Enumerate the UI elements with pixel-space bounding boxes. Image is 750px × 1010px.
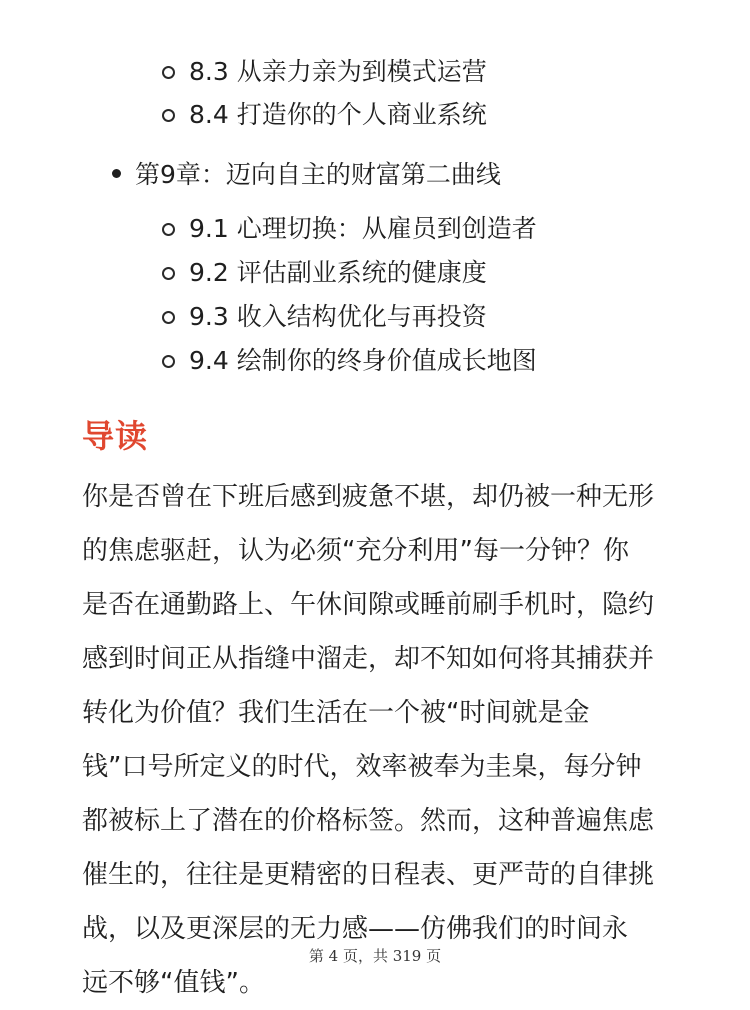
paragraph-line: 你是否曾在下班后感到疲惫不堪，却仍被一种无形 <box>82 482 655 512</box>
subsection-label: 8.4 打造你的个人商业系统 <box>189 100 487 129</box>
paragraph-line: 战，以及更深层的无力感——仿佛我们的时间永 <box>82 914 629 944</box>
list-item <box>162 95 487 135</box>
paragraph-line: 都被标上了潜在的价格标签。然而，这种普遍焦虑 <box>82 806 655 836</box>
intro-paragraph <box>82 470 682 1010</box>
chapter-item <box>112 151 501 195</box>
page-number-indicator: 第 4 页，共 319 页 <box>308 947 442 965</box>
hollow-circle-bullet-icon <box>162 355 175 368</box>
list-item <box>162 253 487 293</box>
subsection-label: 9.4 绘制你的终身价值成长地图 <box>189 346 537 375</box>
paragraph-line: 感到时间正从指缝中溜走，却不知如何将其捕获并 <box>82 644 655 674</box>
paragraph-line: 远不够“值钱”。 <box>82 968 265 998</box>
paragraph-line: 钱”口号所定义的时代，效率被奉为圭臬，每分钟 <box>82 752 642 782</box>
hollow-circle-bullet-icon <box>162 311 175 324</box>
list-item <box>162 297 487 337</box>
hollow-circle-bullet-icon <box>162 66 175 79</box>
list-item <box>162 209 537 249</box>
hollow-circle-bullet-icon <box>162 109 175 122</box>
subsection-label: 9.3 收入结构优化与再投资 <box>189 302 487 331</box>
subsection-label: 9.1 心理切换：从雇员到创造者 <box>189 214 537 243</box>
list-item <box>162 52 487 92</box>
list-item <box>162 341 537 381</box>
solid-bullet-icon <box>112 169 121 178</box>
paragraph-line: 转化为价值？我们生活在一个被“时间就是金 <box>82 698 590 728</box>
paragraph-line: 的焦虑驱赶，认为必须“充分利用”每一分钟？你 <box>82 536 629 566</box>
hollow-circle-bullet-icon <box>162 267 175 280</box>
chapter-title: 第9章：迈向自主的财富第二曲线 <box>135 160 501 189</box>
paragraph-line: 催生的，往往是更精密的日程表、更严苛的自律挑 <box>82 860 655 890</box>
paragraph-line: 是否在通勤路上、午休间隙或睡前刷手机时，隐约 <box>82 590 655 620</box>
subsection-label: 9.2 评估副业系统的健康度 <box>189 258 487 287</box>
section-heading: 导读 <box>82 417 149 455</box>
hollow-circle-bullet-icon <box>162 223 175 236</box>
subsection-label: 8.3 从亲力亲为到模式运营 <box>189 57 487 86</box>
